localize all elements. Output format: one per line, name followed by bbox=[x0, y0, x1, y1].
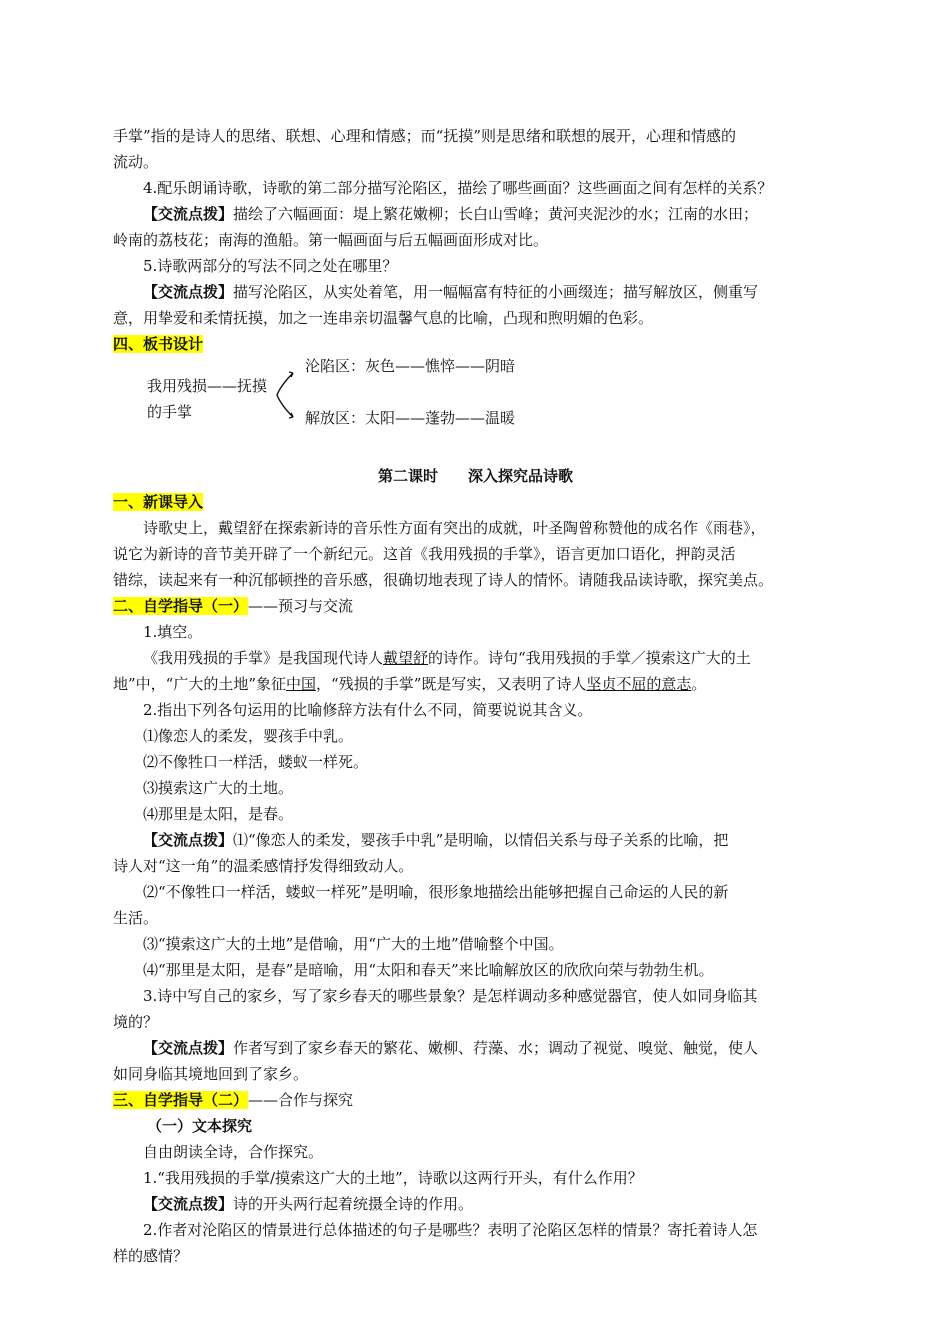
sentence-3: ⑶摸索这广大的土地。 bbox=[143, 779, 294, 797]
intro-line: 说它为新诗的音节美开辟了一个新纪元。这首《我用残损的手掌》，语言更加口语化，押韵灵活 bbox=[113, 545, 736, 563]
answer-text: ⑴“像恋人的柔发，婴孩手中乳”是明喻，以情侣关系与母子关系的比喻，把 bbox=[233, 831, 729, 849]
answer-tag: 【交流点拨】 bbox=[143, 831, 234, 849]
board-left-line1: 我用残损——抚摸 bbox=[147, 377, 268, 395]
text-fragment: ，“残损的手掌”既是写实，又表明了诗人 bbox=[316, 675, 587, 693]
text-line: 流动。 bbox=[113, 153, 159, 171]
answer-tag: 【交流点拨】 bbox=[143, 205, 234, 223]
section-heading-3 bbox=[113, 1087, 838, 1113]
answer-4 bbox=[113, 201, 838, 227]
question-3: 3.诗中写自己的家乡，写了家乡春天的哪些景象？是怎样调动多种感觉器官，使人如同身临其 bbox=[143, 987, 758, 1005]
answer-2c: ⑶“摸索这广大的土地”是借喻，用“广大的土地”借喻整个中国。 bbox=[143, 935, 564, 953]
text-fragment: 地”中，“广大的土地”象征 bbox=[113, 675, 287, 693]
text-fragment: 《我用残损的手掌》是我国现代诗人 bbox=[143, 649, 384, 667]
board-design bbox=[113, 357, 838, 437]
answer-5 bbox=[113, 279, 838, 305]
text-line: 手掌”指的是诗人的思绪、联想、心理和情感；而“抚摸”则是思绪和联想的展开，心理和情感的 bbox=[113, 127, 737, 145]
intro-line: 诗歌史上，戴望舒在探索新诗的音乐性方面有突出的成就，叶圣陶曾称赞他的成名作《雨巷》， bbox=[143, 519, 766, 537]
text-line: 诗人对“这一角”的温柔感情抒发得细致动人。 bbox=[113, 857, 414, 875]
text-fragment: 。 bbox=[691, 675, 707, 693]
answer-tag: 【交流点拨】 bbox=[143, 283, 234, 301]
lesson-title: 第二课时 深入探究品诗歌 bbox=[377, 467, 573, 485]
answer-text: 描绘了六幅画面：堤上繁花嫩柳；长白山雪峰；黄河夹泥沙的水；江南的水田； bbox=[233, 205, 759, 223]
answer-3 bbox=[113, 1035, 838, 1061]
question-5: 5.诗歌两部分的写法不同之处在哪里？ bbox=[143, 257, 398, 275]
text-line: 自由朗读全诗，合作探究。 bbox=[143, 1143, 324, 1161]
text-line: 境的？ bbox=[113, 1013, 159, 1031]
fill-line-1 bbox=[113, 645, 838, 671]
document-content bbox=[113, 123, 838, 1269]
answer-2d: ⑷“那里是太阳，是春”是暗喻，用“太阳和春天”来比喻解放区的欣欣向荣与勃勃生机。 bbox=[143, 961, 714, 979]
heading-self-study-1: 二、自学指导（一） bbox=[113, 597, 249, 615]
metaphor-question: 2.指出下列各句运用的比喻修辞方法有什么不同，简要说说其含义。 bbox=[143, 701, 593, 719]
answer-tag: 【交流点拨】 bbox=[143, 1195, 234, 1213]
brace-arrows-icon bbox=[273, 361, 307, 431]
text-line: 样的感情？ bbox=[113, 1247, 189, 1265]
intro-line: 错综，读起来有一种沉郁顿挫的音乐感，很确切地表现了诗人的情怀。请随我品读诗歌，探究美点。 bbox=[113, 571, 774, 589]
section-heading-board bbox=[113, 331, 838, 357]
fill-line-2 bbox=[113, 671, 838, 697]
section-heading-2 bbox=[113, 593, 838, 619]
subheading-text-inquiry: （一）文本探究 bbox=[147, 1117, 253, 1135]
answer-tag: 【交流点拨】 bbox=[143, 1039, 234, 1057]
heading-self-study-2: 三、自学指导（二） bbox=[113, 1091, 249, 1109]
inquiry-answer-1 bbox=[113, 1191, 838, 1217]
answer-text: 诗的开头两行起着统摄全诗的作用。 bbox=[233, 1195, 474, 1213]
sentence-4: ⑷那里是太阳，是春。 bbox=[143, 805, 294, 823]
heading-new-lesson: 一、新课导入 bbox=[113, 493, 204, 511]
question-4: 4.配乐朗诵诗歌，诗歌的第二部分描写沦陷区，描绘了哪些画面？这些画面之间有怎样的关系？ bbox=[143, 179, 773, 197]
answer-2b: ⑵“不像牲口一样活，蝼蚁一样死”是明喻，很形象地描绘出能够把握自己命运的人民的新 bbox=[143, 883, 729, 901]
section-heading-1 bbox=[113, 489, 838, 515]
text-line: 岭南的荔枝花；南海的渔船。第一幅画面与后五幅画面形成对比。 bbox=[113, 231, 549, 249]
inquiry-question-1: 1.“我用残损的手掌/摸索这广大的土地”，诗歌以这两行开头，有什么作用？ bbox=[143, 1169, 643, 1187]
text-fragment: 的诗作。诗句“我用残损的手掌／摸索这广大的土 bbox=[428, 649, 751, 667]
board-left-line2: 的手掌 bbox=[147, 403, 193, 421]
board-heading: 四、板书设计 bbox=[113, 335, 204, 353]
text-line: 生活。 bbox=[113, 909, 159, 927]
answer-symbol: 中国 bbox=[286, 675, 317, 693]
board-right-top: 沦陷区：灰色——憔悴——阴暗 bbox=[305, 357, 516, 375]
answer-will: 坚贞不屈的意志 bbox=[586, 675, 692, 693]
sentence-2: ⑵不像牲口一样活，蝼蚁一样死。 bbox=[143, 753, 369, 771]
fill-question: 1.填空。 bbox=[143, 623, 203, 641]
answer-poet: 戴望舒 bbox=[383, 649, 429, 667]
sentence-1: ⑴像恋人的柔发，婴孩手中乳。 bbox=[143, 727, 354, 745]
heading-suffix: ——合作与探究 bbox=[248, 1091, 354, 1109]
answer-text: 作者写到了家乡春天的繁花、嫩柳、荇藻、水；调动了视觉、嗅觉、触觉，使人 bbox=[233, 1039, 759, 1057]
inquiry-question-2: 2.作者对沦陷区的情景进行总体描述的句子是哪些？表明了沦陷区怎样的情景？寄托着诗人怎 bbox=[143, 1221, 758, 1239]
answer-text: 描写沦陷区，从实处着笔，用一幅幅富有特征的小画缀连；描写解放区，侧重写 bbox=[233, 283, 759, 301]
text-line: 如同身临其境地回到了家乡。 bbox=[113, 1065, 309, 1083]
text-line: 意，用挚爱和柔情抚摸，加之一连串亲切温馨气息的比喻，凸现和煦明媚的色彩。 bbox=[113, 309, 654, 327]
board-right-bottom: 解放区：太阳——蓬勃——温暖 bbox=[305, 409, 516, 427]
answer-2 bbox=[113, 827, 838, 853]
heading-suffix: ——预习与交流 bbox=[248, 597, 354, 615]
